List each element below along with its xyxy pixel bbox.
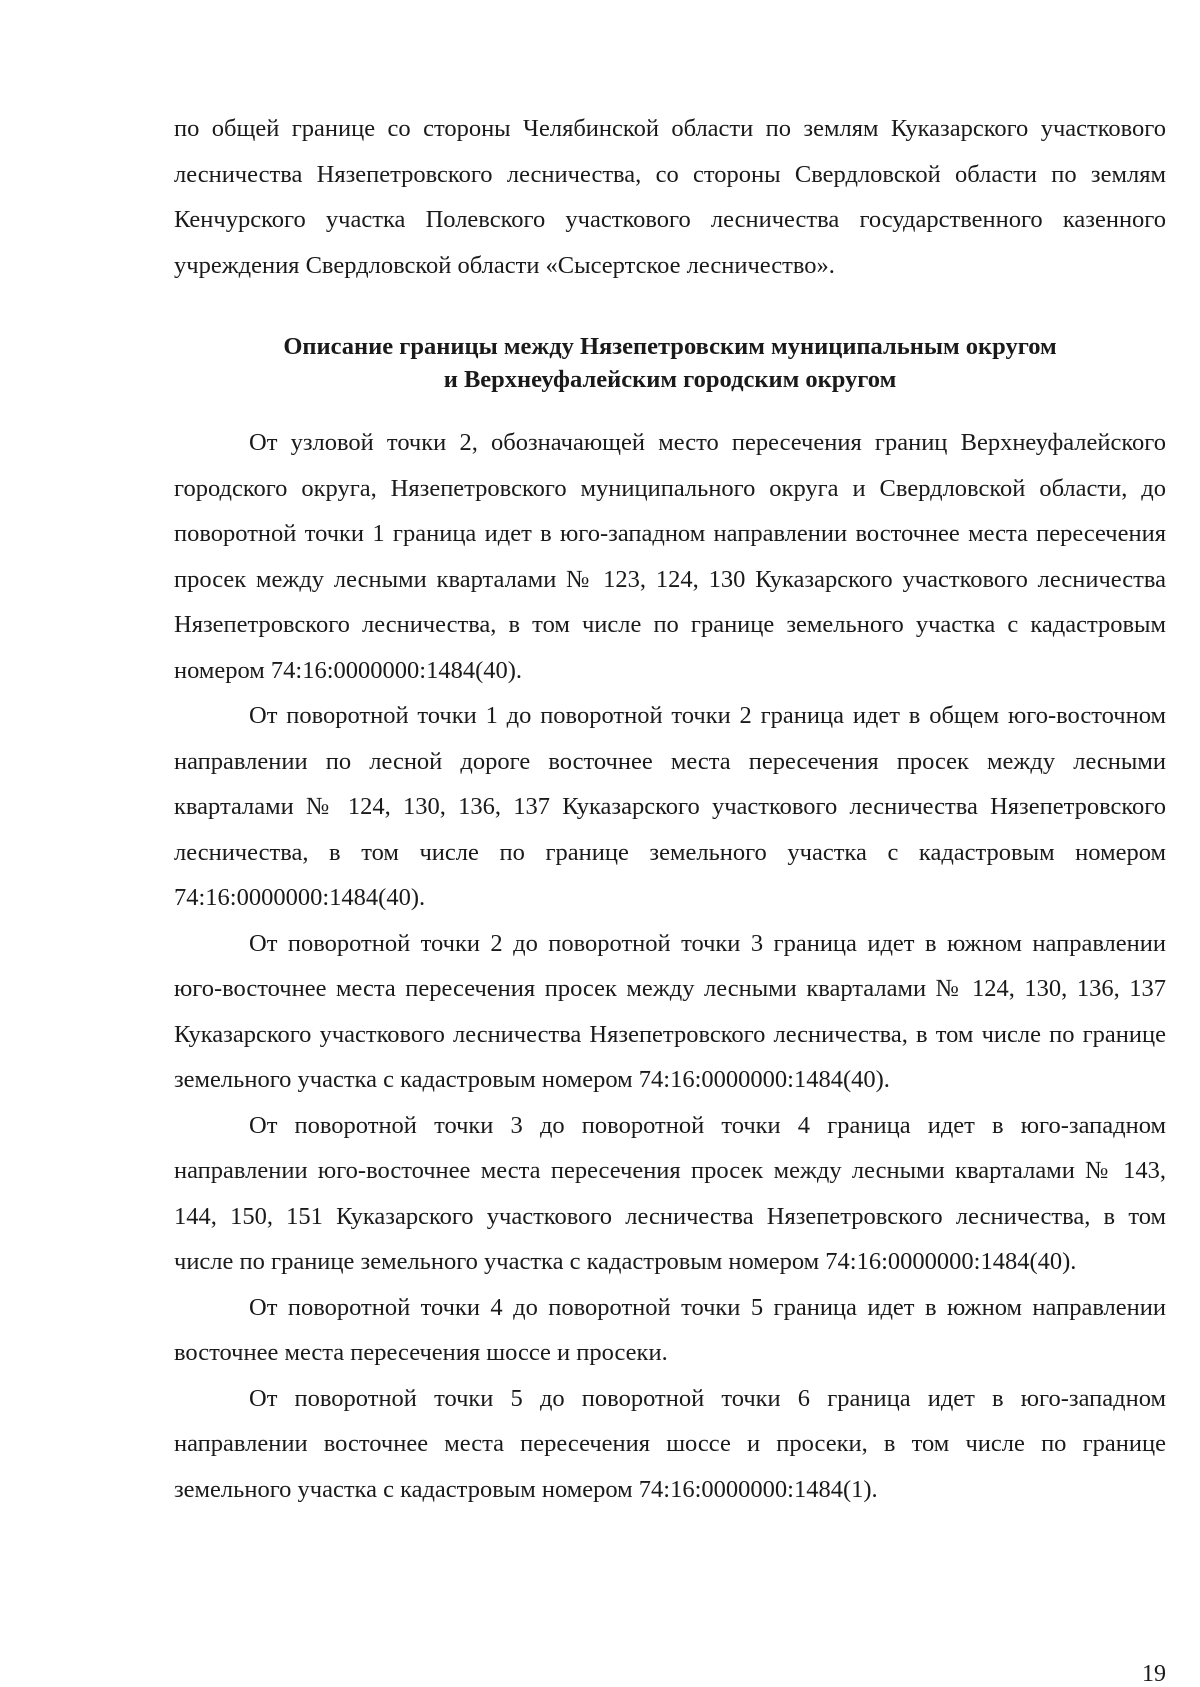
paragraph-point-1-to-2: От поворотной точки 1 до поворотной точки 2 граница идет в общем юго-восточном направлении по лесной дороге восточнее места пересечения просек между лесными кварталами № 124, 130, 136, 137 Куказарского участкового лесничества Нязепетровского лесничества, в том числе по границе земельного участка с кадастровым номером 74:16:0000000:1484(40). (174, 702, 1166, 911)
page-number: 19 (1142, 1661, 1166, 1687)
boundary-description-block (174, 420, 1166, 1512)
paragraph-node-2-to-point-1: От узловой точки 2, обозначающей место пересечения границ Верхнеуфалейского городского округа, Нязепетровского муниципального округа и Свердловской области, до поворотной точки 1 граница идет в юго-западном направлении восточнее места пересечения просек между лесными кварталами № 123, 124, 130 Куказарского участкового лесничества Нязепетровского лесничества, в том числе по границе земельного участка с кадастровым номером 74:16:0000000:1484(40). (174, 429, 1166, 684)
paragraph-point-4-to-5: От поворотной точки 4 до поворотной точки 5 граница идет в южном направлении восточнее места пересечения шоссе и просеки. (174, 1293, 1166, 1366)
section-heading-line-1: Описание границы между Нязепетровским муниципальным округом (283, 333, 1057, 360)
section-heading (174, 330, 1166, 396)
intro-paragraph-block (174, 106, 1166, 288)
paragraph-point-3-to-4: От поворотной точки 3 до поворотной точки 4 граница идет в юго-западном направлении юго-восточнее места пересечения просек между лесными кварталами № 143, 144, 150, 151 Куказарского участкового лесничества Нязепетровского лесничества, в том числе по границе земельного участка с кадастровым номером 74:16:0000000:1484(40). (174, 1111, 1166, 1275)
section-heading-line-2: и Верхнеуфалейским городским округом (443, 366, 897, 393)
intro-paragraph: по общей границе со стороны Челябинской области по землям Куказарского участкового лесничества Нязепетровского лесничества, со стороны Свердловской области по землям Кенчурского участка Полевского участкового лесничества государственного казенного учреждения Свердловской области «Сысертское лесничество». (174, 115, 1166, 279)
paragraph-point-2-to-3: От поворотной точки 2 до поворотной точки 3 граница идет в южном направлении юго-восточнее места пересечения просек между лесными кварталами № 124, 130, 136, 137 Куказарского участкового лесничества Нязепетровского лесничества, в том числе по границе земельного участка с кадастровым номером 74:16:0000000:1484(40). (174, 929, 1166, 1093)
paragraph-point-5-to-6: От поворотной точки 5 до поворотной точки 6 граница идет в юго-западном направлении восточнее места пересечения шоссе и просеки, в том числе по границе земельного участка с кадастровым номером 74:16:0000000:1484(1). (174, 1384, 1166, 1503)
